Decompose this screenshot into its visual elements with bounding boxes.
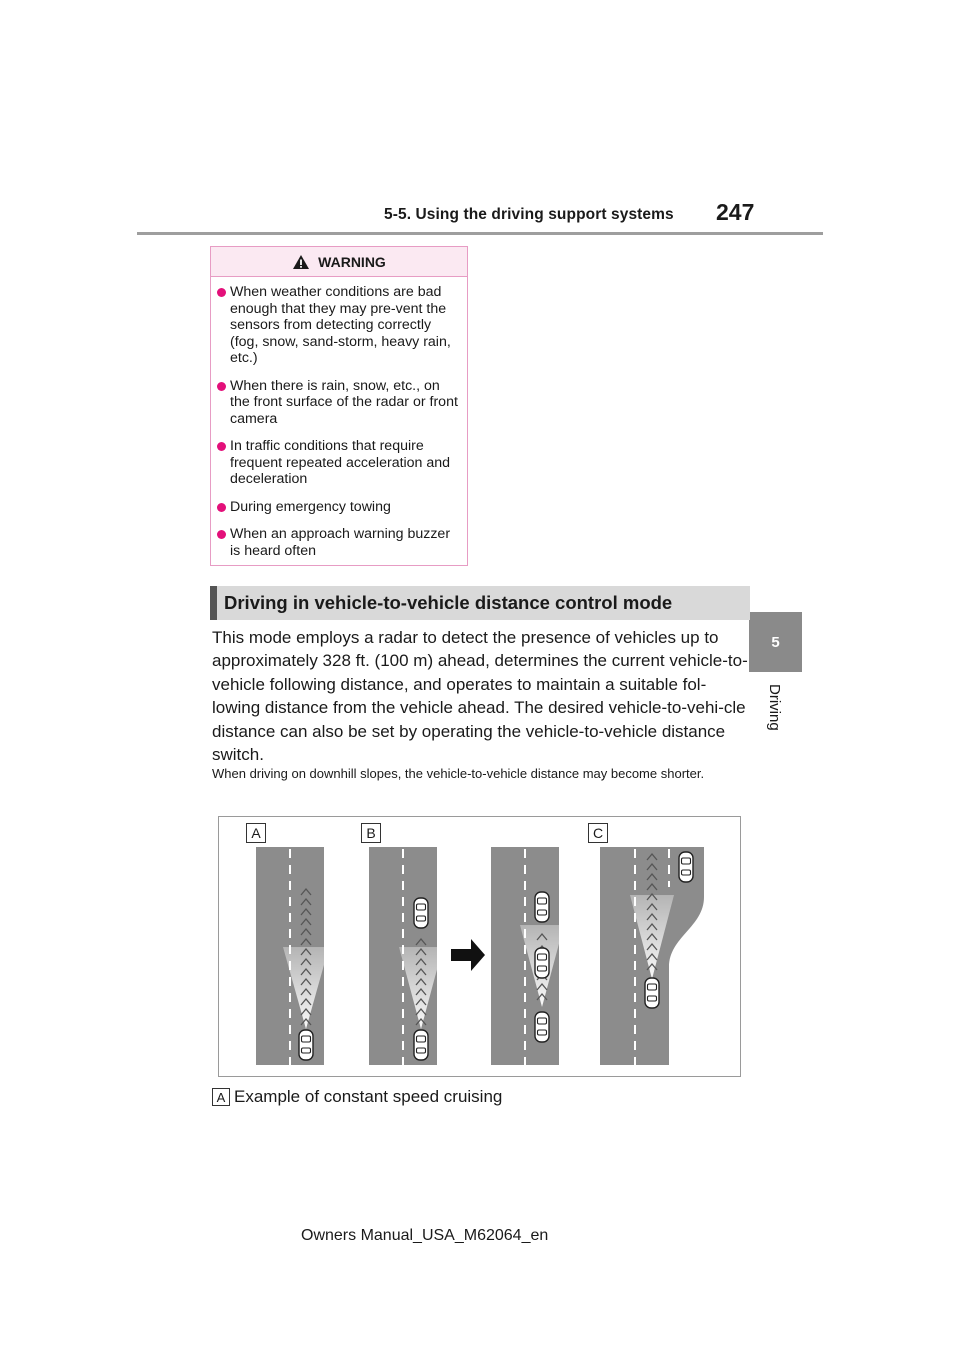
warning-item-text: In traffic conditions that require frequent repeated acceleration and deceleration bbox=[230, 438, 451, 487]
header-divider bbox=[137, 232, 823, 235]
own-vehicle-a bbox=[299, 1030, 313, 1060]
figure-label-c: C bbox=[588, 823, 608, 843]
road-diagram bbox=[219, 817, 742, 1078]
footer-manual-id: Owners Manual_USA_M62064_en bbox=[301, 1227, 549, 1244]
distance-control-illustration bbox=[218, 816, 741, 1077]
warning-title: WARNING bbox=[318, 253, 386, 270]
page-number: 247 bbox=[716, 199, 755, 225]
warning-header bbox=[211, 247, 467, 277]
transition-arrow-icon bbox=[451, 939, 485, 971]
own-vehicle-b2 bbox=[535, 1012, 549, 1042]
preceding-vehicle-b bbox=[414, 898, 428, 928]
section-body-text: This mode employs a radar to detect the presence of vehicles up to approximately 328 ft. (100 m) ahead, determines the current vehicle-to-vehicle following distance, and operates to maintain a suitable fol-lowing distance from the vehicle ahead. The desired vehicle-to-vehi-cle distance can also be set by operating the vehicle-to-vehicle distance switch. bbox=[212, 628, 748, 765]
warning-item bbox=[217, 499, 459, 516]
preceding-vehicle-b2 bbox=[535, 892, 549, 922]
middle-vehicle-b2 bbox=[535, 948, 549, 978]
section-note-text: When driving on downhill slopes, the vehicle-to-vehicle distance may become shorter. bbox=[212, 766, 705, 781]
departing-vehicle-c bbox=[679, 852, 693, 882]
warning-item bbox=[217, 284, 459, 367]
bullet-icon bbox=[217, 503, 226, 512]
warning-list bbox=[211, 277, 467, 559]
figure-label-b: B bbox=[361, 823, 381, 843]
caption-text: Example of constant speed cruising bbox=[234, 1087, 503, 1106]
chapter-tab-label: Driving bbox=[766, 684, 783, 731]
warning-item-text: During emergency towing bbox=[230, 498, 391, 515]
warning-item bbox=[217, 526, 459, 559]
chapter-tab[interactable] bbox=[749, 612, 802, 672]
bullet-icon bbox=[217, 382, 226, 391]
own-vehicle-c bbox=[645, 978, 659, 1008]
figure-label-a: A bbox=[246, 823, 266, 843]
bullet-icon bbox=[217, 288, 226, 297]
warning-box bbox=[210, 246, 468, 566]
warning-item-text: When an approach warning buzzer is heard often bbox=[230, 526, 451, 559]
warning-item-text: When there is rain, snow, etc., on the front surface of the radar or front camera bbox=[230, 377, 458, 427]
bullet-icon bbox=[217, 530, 226, 539]
figure-caption bbox=[212, 1087, 502, 1107]
warning-item-text: When weather conditions are bad enough that they may pre-vent the sensors from detecting correctly (fog, snow, sand-storm, heavy rain, etc.) bbox=[230, 284, 451, 366]
warning-item bbox=[217, 378, 459, 428]
caption-tag: A bbox=[212, 1088, 230, 1106]
section-heading: Driving in vehicle-to-vehicle distance control mode bbox=[210, 586, 750, 620]
warning-item bbox=[217, 438, 459, 488]
bullet-icon bbox=[217, 442, 226, 451]
chapter-tab-number: 5 bbox=[771, 633, 780, 651]
warning-triangle-icon bbox=[292, 254, 310, 270]
section-header-title: 5-5. Using the driving support systems bbox=[384, 206, 674, 223]
own-vehicle-b bbox=[414, 1030, 428, 1060]
